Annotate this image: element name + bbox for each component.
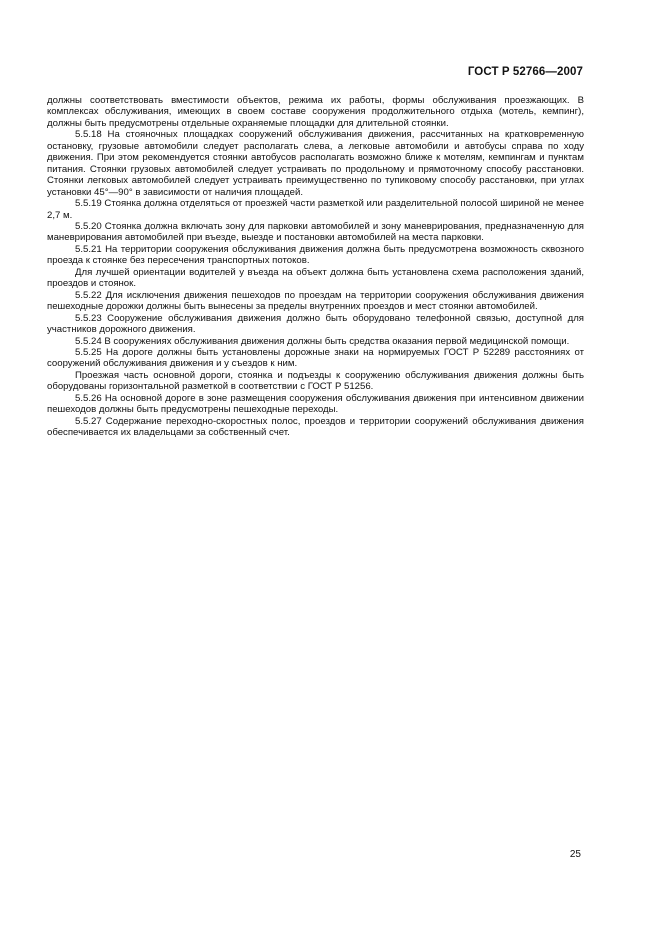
paragraph-5-5-19: 5.5.19 Стоянка должна отделяться от проезжей части разметкой или разделительной полосой шириной не менее 2,7 м. (47, 198, 584, 221)
paragraph-continuation: должны соответствовать вместимости объектов, режима их работы, формы обслуживания проезжающих. В комплексах обслуживания, имеющих в своем составе сооружения продолжительного отдыха (мотель, кемпинг), должны быть предусмотрены отдельные охраняемые площадки для длительной стоянки. (47, 95, 584, 129)
paragraph-5-5-22: 5.5.22 Для исключения движения пешеходов по проездам на территории сооружения обслуживания движения пешеходные дорожки должны быть вынесены за пределы внутренних проездов и мест стоянки автомобилей. (47, 289, 584, 313)
paragraph-5-5-25: 5.5.25 На дороге должны быть установлены дорожные знаки на нормируемых ГОСТ Р 52289 расстояниях от сооружений обслуживания движения и у съездов к ним. (47, 346, 584, 370)
paragraph-5-5-24: 5.5.24 В сооружениях обслуживания движения должны быть средства оказания первой медицинской помощи. (75, 335, 570, 347)
page-number: 25 (569, 849, 581, 860)
paragraph-5-5-23: 5.5.23 Сооружение обслуживания движения должно быть оборудовано телефонной связью, доступной для участников дорожного движения. (47, 312, 584, 336)
document-body (47, 95, 584, 439)
paragraph-orientation-scheme: Для лучшей ориентации водителей у въезда на объект должна быть установлена схема расположения зданий, проездов и стоянок. (47, 266, 584, 290)
paragraph-5-5-21: 5.5.21 На территории сооружения обслуживания движения должна быть предусмотрена возможность сквозного проезда к стоянке без пересечения транспортных потоков. (47, 243, 584, 267)
paragraph-5-5-20: 5.5.20 Стоянка должна включать зону для парковки автомобилей и зону маневрирования, предназначенную для маневрирования автомобилей при въезде, выезде и постановки автомобилей на места парковки. (47, 220, 584, 244)
paragraph-5-5-18: 5.5.18 На стояночных площадках сооружений обслуживания движения, рассчитанных на кратковременную остановку, грузовые автомобили следует располагать слева, а легковые автомобили и автобусы справа по ходу движения. При этом рекомендуется стоянки автобусов располагать возможно ближе к мотелям, кемпингам и пунктам питания. Стоянки грузовых автомобилей следует устраивать по продольному и прямоточному способу расстановки. Стоянки легковых автомобилей следует устраивать преимущественно по тупиковому способу расстановки, при углах установки 45°—90° в зависимости от наличия площадей. (47, 129, 584, 198)
paragraph-5-5-26: 5.5.26 На основной дороге в зоне размещения сооружения обслуживания движения при интенсивном движении пешеходов должны быть предусмотрены пешеходные переходы. (47, 392, 584, 416)
paragraph-5-5-27: 5.5.27 Содержание переходно-скоростных полос, проездов и территории сооружений обслуживания движения обеспечивается их владельцами за собственный счет. (47, 415, 584, 439)
paragraph-road-marking: Проезжая часть основной дороги, стоянка и подъезды к сооружению обслуживания движения должны быть оборудованы горизонтальной разметкой в соответствии с ГОСТ Р 51256. (47, 369, 584, 393)
document-header: ГОСТ Р 52766—2007 (467, 66, 583, 78)
